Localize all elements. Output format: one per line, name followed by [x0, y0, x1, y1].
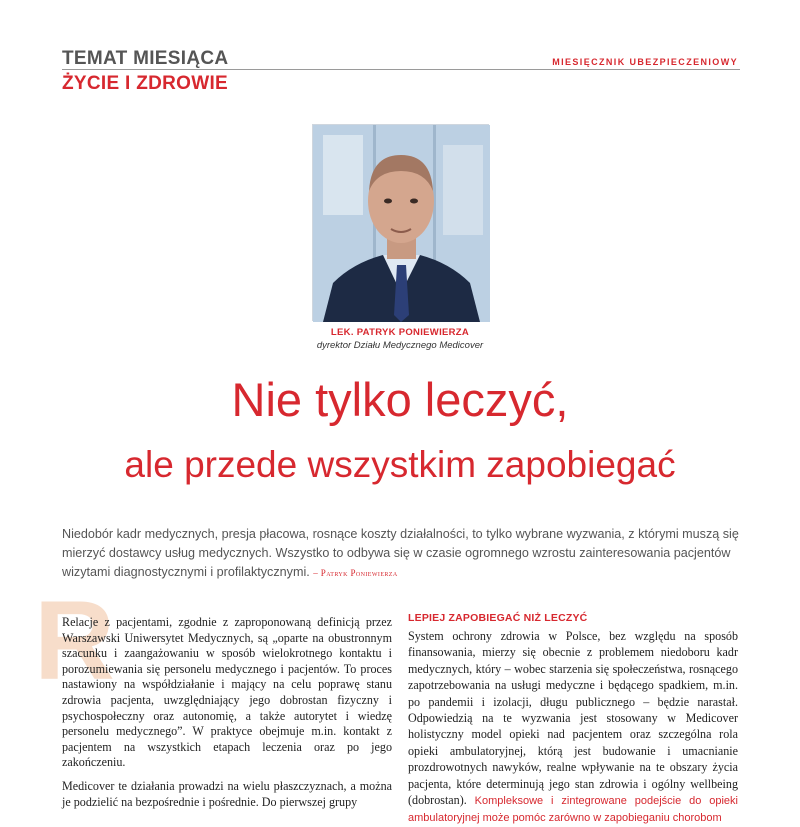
right-column-paragraph	[408, 628, 738, 827]
drop-cap: R	[34, 578, 115, 703]
headline-line-1: Nie tylko leczyć,	[231, 373, 569, 426]
header-divider	[62, 69, 740, 70]
body-paragraph-2: Medicover te działania prowadzi na wielu płaszczyznach, a można je podzielić na bezpośrednie i pośrednie. Do pierwszej grupy	[62, 778, 392, 809]
body-paragraph-1: Relacje z pacjentami, zgodnie z zaproponowaną definicją przez Warszawski Uniwersytet Medycznych, są „oparte na obustronnym szacunku i zaangażowaniu w sposób wielokrotnego kontaktu i porozumiewania się personelu medycznego i pacjentów. To proces nastawiony na współdziałanie i mający na celu poprawę stanu zdrowia pacjenta, uwzględniający jego dobrostan fizyczny i psychospołeczny oraz autonomię, a także autorytet i wiedzę personelu medycznego”. W praktyce obejmuje m.in. kontakt z pacjentem na wszystkich etapach leczenia oraz po jego zakończeniu.	[62, 615, 392, 770]
author-name: LEK. PATRYK PONIEWIERZA	[330, 327, 470, 338]
lead-text: Niedobór kadr medycznych, presja płacowa, rosnące koszty działalności, to tylko wybrane wyzwania, z którymi muszą się mierzyć dostawcy usług medycznych. Wszystko to odbywa się w czasie ogromnego wzrostu zainteresowania pacjentów wizytami diagnostycznymi i profilaktycznymi.	[62, 527, 739, 579]
headline-line-2: ale przede wszystkim zapobiegać	[124, 444, 676, 485]
author-portrait	[312, 124, 489, 321]
magazine-name: MIESIĘCZNIK UBEZPIECZENIOWY	[552, 57, 738, 67]
lead-author: – Patryk Poniewierza	[313, 568, 398, 578]
right-column-heading: LEPIEJ ZAPOBIEGAĆ NIŻ LECZYĆ	[408, 612, 588, 624]
right-column-text: System ochrony zdrowia w Polsce, bez względu na sposób finansowania, mierzy się obecnie z problemem niedoboru kadr medycznych, który – wobec starzenia się społeczeństwa, rosnącego zapotrzebowania na usługi medyczne i będącego spadkiem, m.in. po pandemii i izolacji, długu publicznego – będzie narastał. Odpowiedzią na te wyzwania jest stosowany w Medicover holistyczny model opieki nad pacjentem oraz szczególna rola opieki ambulatoryjnej, którą jest budowanie i umacnianie prozdrowotnych nawyków, realne wpływanie na te obszary życia pacjenta, które determinują jego stan zdrowia i ogólny wellbeing (dobrostan).	[408, 629, 738, 808]
section-title: TEMAT MIESIĄCA	[62, 48, 229, 69]
lead-paragraph	[62, 525, 752, 583]
section-subtitle: ŻYCIE I ZDROWIE	[62, 73, 228, 94]
body-right-column	[408, 612, 738, 827]
portrait-illustration	[313, 125, 490, 322]
right-column-highlight: Kompleksowe i zintegrowane podejście do opieki ambulatoryjnej może pomóc zarówno w zapobieganiu chorobom	[408, 795, 738, 825]
body-left-column	[62, 615, 392, 818]
author-role: dyrektor Działu Medycznego Medicover	[316, 340, 484, 351]
